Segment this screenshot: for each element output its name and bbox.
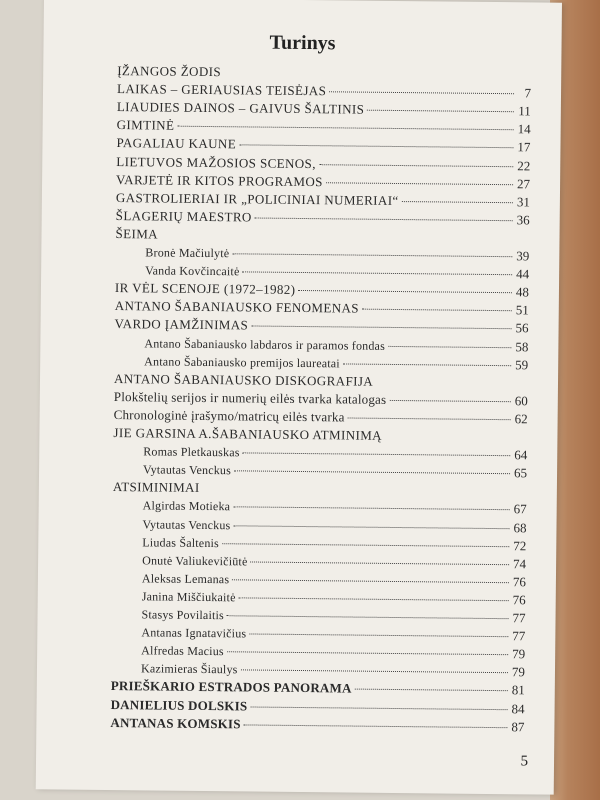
toc-entry-title: ŠLAGERIŲ MAESTRO [115,207,252,225]
toc-entry-title: ŠEIMA [115,225,159,242]
toc-entry-title: Liudas Šaltenis [142,534,220,550]
toc-entry-page: 27 [517,175,531,191]
toc-entry-page: 39 [516,248,530,264]
toc-entry-title: ĮŽANGOS ŽODIS [117,63,222,80]
toc-entry-page: 77 [512,610,526,626]
toc-entry-title: GASTROLIERIAI IR „POLICINIAI NUMERIAI“ [115,189,399,208]
toc-entry-title: PAGALIAU KAUNE [116,135,237,152]
toc-entry-title: ANTANO ŠABANIAUSKO DISKOGRAFIJA [113,370,374,389]
dot-leader [241,670,508,674]
dot-leader [326,182,513,185]
toc-entry-title: Vytautas Venckus [142,516,231,532]
dot-leader [249,634,508,638]
toc-entry-title: LAIKAS – GERIAUSIAS TEISĖJAS [116,81,327,99]
dot-leader [319,164,513,167]
toc-entry-page: 77 [512,628,526,644]
toc-entry-title: Bronė Mačiulytė [145,245,230,261]
toc-entry-title: Chronologinė įrašymo/matricų eilės tvarka [113,406,345,425]
dot-leader [234,470,510,474]
toc-entry-title: Alfredas Macius [141,643,224,659]
dot-leader [329,91,514,94]
toc-entry-page: 11 [518,103,531,119]
toc-entry-title: Janina Miščiukaitė [141,589,236,605]
toc-entry-page: 67 [513,501,527,517]
toc-entry-page: 79 [512,646,526,662]
dot-leader [177,126,513,131]
toc-entry-page: 64 [514,447,528,463]
dot-leader [362,309,512,312]
toc-entry-page: 87 [511,718,525,734]
toc-entry-page: 68 [513,519,527,535]
dot-leader [255,217,513,221]
toc-entry [110,714,524,736]
toc-entry-title: Vanda Kovčincaitė [145,263,240,279]
dot-leader [348,417,511,420]
toc-entry-page: 84 [511,700,525,716]
dot-leader [232,579,509,583]
toc-entry-title: VARDO ĮAMŽINIMAS [114,316,249,333]
toc-entry-page: 72 [513,537,527,553]
toc-entry-title: GIMTINĖ [116,117,175,133]
toc-entry-title: Antano Šabaniausko labdaros ir paramos fondas [144,335,386,353]
dot-leader [227,651,508,655]
toc-entry-title: Kazimieras Šiaulys [140,661,238,677]
dot-leader [239,597,509,601]
page-title: Turinys [269,31,336,55]
page-number: 5 [520,753,529,770]
dot-leader [239,145,513,149]
toc-entry-title: Aleksas Lemanas [141,571,230,587]
toc-entry-page: 76 [512,574,526,590]
toc-entry-page: 65 [513,465,528,481]
toc-entry-title: Antano Šabaniausko premijos laureatai [144,353,340,370]
dot-leader [232,253,512,257]
dot-leader [402,201,513,203]
toc-entry-page: 60 [514,393,528,409]
toc-entry-title: Stasys Povilaitis [141,607,225,623]
toc-entry-title: LIAUDIES DAINOS – GAIVUS ŠALTINIS [116,99,365,117]
dot-leader [355,689,508,692]
toc-entry-page: 76 [512,592,526,608]
toc-entry-page: 31 [516,193,530,210]
toc-entry-title: LIETUVOS MAŽOSIOS SCENOS, [116,153,316,171]
toc-entry-title: ANTANAS KOMSKIS [110,714,241,731]
toc-entry-title: Onutė Valiukevičiūtė [142,553,248,569]
toc-entry-page: 56 [515,320,529,336]
toc-entry-title: PRIEŠKARIO ESTRADOS PANORAMA [110,678,352,696]
toc-entry-page: 7 [524,85,532,101]
dot-leader [251,561,510,565]
dot-leader [233,525,509,529]
toc-entry-title: DANIELIUS DOLSKIS [110,696,248,713]
toc-entry-title: ATSIMINIMAI [112,479,200,496]
toc-entry-title: IR VĖL SCENOJE (1972–1982) [114,280,296,298]
toc-entry-page: 74 [513,555,527,572]
toc-entry-title: Algirdas Motieka [142,498,231,514]
toc-entry-page: 81 [511,682,525,698]
dot-leader [343,363,511,366]
toc-entry-title: Romas Pletkauskas [143,444,240,460]
toc-entry-title: VARJETĖ IR KITOS PROGRAMOS [116,171,323,189]
dot-leader [233,507,509,511]
toc-entry-page: 58 [515,338,529,354]
toc-entry-page: 44 [516,266,530,282]
toc-entry-page: 48 [515,284,530,300]
toc-entry-page: 14 [517,121,531,137]
dot-leader [251,326,511,330]
toc-entry-title: JIE GARSINA A.ŠABANIAUSKO ATMINIMĄ [113,425,383,443]
dot-leader [243,271,513,275]
dot-leader [389,400,510,402]
toc-entry-page: 36 [516,212,530,228]
toc-entry-title: Vytautas Venckus [143,462,232,478]
dot-leader [222,543,509,547]
dot-leader [227,615,509,619]
book-page [36,0,562,795]
toc-entry-page: 51 [515,302,529,318]
toc-entry-page: 22 [517,157,531,173]
toc-entry-page: 62 [514,411,528,427]
toc-entry-page: 17 [517,139,531,155]
dot-leader [243,452,511,456]
dot-leader [244,724,508,728]
dot-leader [298,290,512,293]
toc-entry-page: 59 [515,356,529,372]
dot-leader [367,110,514,113]
toc-entry-title: Plokštelių serijos ir numerių eilės tvarka katalogas [113,388,387,407]
dot-leader [250,706,507,710]
toc-entry-title: ANTANO ŠABANIAUSKO FENOMENAS [114,298,360,316]
toc-entry-title: Antanas Ignatavičius [141,625,247,641]
toc-entry-page: 79 [511,664,526,680]
dot-leader [388,345,511,347]
